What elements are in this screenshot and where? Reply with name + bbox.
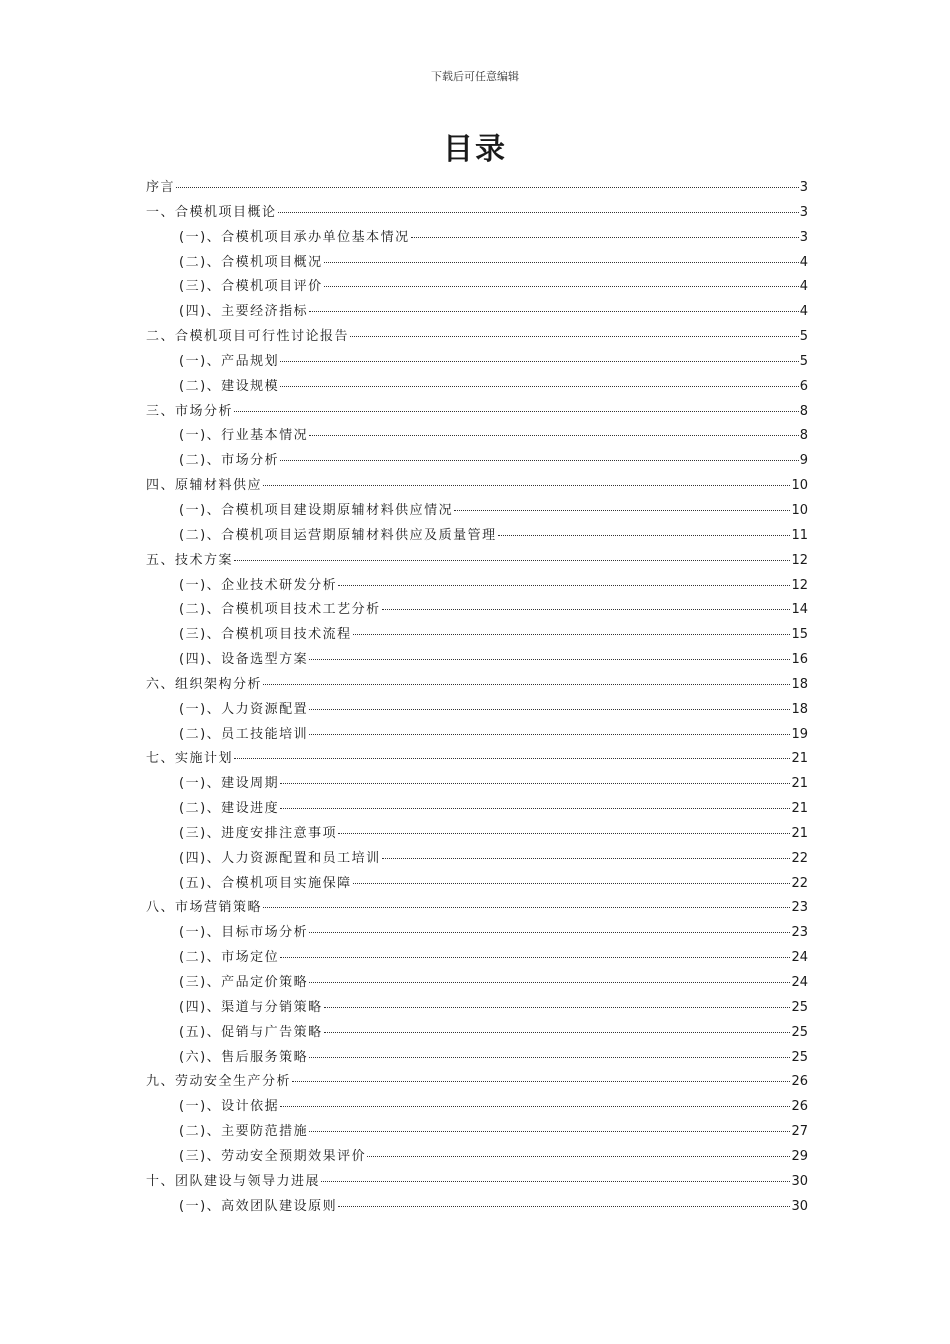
toc-entry-label: 四、原辅材料供应 bbox=[146, 478, 263, 494]
toc-entry[interactable] bbox=[146, 747, 808, 772]
toc-entry[interactable] bbox=[146, 921, 808, 946]
toc-entry[interactable] bbox=[146, 549, 808, 574]
toc-entry-label: (二)、市场定位 bbox=[179, 950, 280, 966]
toc-entry-label: (二)、合模机项目概况 bbox=[179, 254, 323, 270]
toc-entry-label: (二)、员工技能培训 bbox=[179, 726, 309, 742]
toc-entry[interactable] bbox=[146, 772, 808, 797]
toc-dot-leader bbox=[234, 411, 799, 412]
toc-entry-page-number: 4 bbox=[799, 304, 808, 320]
header-note: 下载后可任意编辑 bbox=[431, 70, 519, 83]
toc-entry-page-number: 11 bbox=[791, 527, 808, 543]
toc-entry-label: (三)、合模机项目评价 bbox=[179, 279, 323, 295]
toc-entry-page-number: 23 bbox=[791, 900, 808, 916]
toc-entry-label: 六、组织架构分析 bbox=[146, 676, 263, 692]
toc-dot-leader bbox=[263, 485, 790, 486]
toc-entry[interactable] bbox=[146, 623, 808, 648]
toc-entry[interactable] bbox=[146, 673, 808, 698]
toc-entry-label: (二)、合模机项目运营期原辅材料供应及质量管理 bbox=[179, 527, 497, 543]
toc-entry[interactable] bbox=[146, 424, 808, 449]
toc-entry[interactable] bbox=[146, 648, 808, 673]
toc-entry-label: 八、市场营销策略 bbox=[146, 900, 263, 916]
toc-dot-leader bbox=[309, 435, 799, 436]
toc-entry[interactable] bbox=[146, 847, 808, 872]
toc-dot-leader bbox=[309, 659, 790, 660]
toc-entry-page-number: 19 bbox=[791, 726, 808, 742]
toc-entry[interactable] bbox=[146, 499, 808, 524]
toc-dot-leader bbox=[280, 957, 790, 958]
toc-entry[interactable] bbox=[146, 400, 808, 425]
toc-dot-leader bbox=[234, 560, 790, 561]
toc-entry-label: 一、合模机项目概论 bbox=[146, 204, 277, 220]
toc-entry-page-number: 25 bbox=[791, 1049, 808, 1065]
toc-entry[interactable] bbox=[146, 1046, 808, 1071]
toc-dot-leader bbox=[280, 1106, 790, 1107]
toc-entry-label: 七、实施计划 bbox=[146, 751, 234, 767]
toc-dot-leader bbox=[309, 734, 790, 735]
toc-entry-page-number: 30 bbox=[791, 1173, 808, 1189]
toc-entry-page-number: 21 bbox=[791, 825, 808, 841]
toc-dot-leader bbox=[309, 1057, 790, 1058]
toc-entry-label: 九、劳动安全生产分析 bbox=[146, 1074, 292, 1090]
toc-entry-label: (四)、设备选型方案 bbox=[179, 652, 309, 668]
toc-entry-label: (一)、目标市场分析 bbox=[179, 925, 309, 941]
toc-entry[interactable] bbox=[146, 996, 808, 1021]
toc-dot-leader bbox=[263, 684, 790, 685]
toc-entry[interactable] bbox=[146, 822, 808, 847]
toc-entry-label: (一)、建设周期 bbox=[179, 776, 280, 792]
toc-dot-leader bbox=[353, 634, 791, 635]
toc-entry-page-number: 12 bbox=[791, 552, 808, 568]
toc-entry-page-number: 21 bbox=[791, 751, 808, 767]
toc-dot-leader bbox=[353, 883, 791, 884]
toc-entry-page-number: 4 bbox=[799, 254, 808, 270]
toc-entry-label: (一)、设计依据 bbox=[179, 1099, 280, 1115]
toc-entry[interactable] bbox=[146, 275, 808, 300]
toc-entry[interactable] bbox=[146, 1070, 808, 1095]
toc-entry-page-number: 22 bbox=[791, 875, 808, 891]
toc-entry-label: (二)、主要防范措施 bbox=[179, 1124, 309, 1140]
toc-dot-leader bbox=[338, 1206, 790, 1207]
toc-entry[interactable] bbox=[146, 201, 808, 226]
toc-entry-label: (一)、高效团队建设原则 bbox=[179, 1198, 338, 1214]
toc-entry-label: (五)、促销与广告策略 bbox=[179, 1024, 323, 1040]
toc-entry-label: (四)、主要经济指标 bbox=[179, 304, 309, 320]
toc-entry-label: (二)、建设进度 bbox=[179, 801, 280, 817]
toc-entry-page-number: 21 bbox=[791, 801, 808, 817]
toc-entry-page-number: 26 bbox=[791, 1099, 808, 1115]
toc-entry[interactable] bbox=[146, 375, 808, 400]
toc-entry[interactable] bbox=[146, 946, 808, 971]
toc-dot-leader bbox=[280, 386, 799, 387]
toc-dot-leader bbox=[324, 1032, 791, 1033]
toc-entry[interactable] bbox=[146, 1195, 808, 1220]
toc-entry-label: (二)、建设规模 bbox=[179, 378, 280, 394]
toc-entry[interactable] bbox=[146, 1021, 808, 1046]
toc-entry[interactable] bbox=[146, 1095, 808, 1120]
toc-entry[interactable] bbox=[146, 698, 808, 723]
toc-entry-page-number: 29 bbox=[791, 1148, 808, 1164]
toc-entry-page-number: 26 bbox=[791, 1074, 808, 1090]
toc-entry-label: (三)、产品定价策略 bbox=[179, 975, 309, 990]
toc-entry-label: (一)、人力资源配置 bbox=[179, 701, 309, 717]
table-of-contents bbox=[146, 176, 808, 1219]
toc-entry-page-number: 30 bbox=[791, 1198, 808, 1214]
toc-dot-leader bbox=[382, 858, 791, 859]
toc-entry-page-number: 18 bbox=[791, 676, 808, 692]
toc-dot-leader bbox=[292, 1081, 790, 1082]
toc-dot-leader bbox=[411, 237, 799, 238]
toc-entry-label: (二)、合模机项目技术工艺分析 bbox=[179, 602, 381, 618]
toc-dot-leader bbox=[176, 187, 799, 188]
toc-entry-page-number: 21 bbox=[791, 776, 808, 792]
toc-entry[interactable] bbox=[146, 1145, 808, 1170]
toc-entry[interactable] bbox=[146, 598, 808, 623]
toc-entry[interactable] bbox=[146, 176, 808, 201]
toc-dot-leader bbox=[350, 336, 799, 337]
toc-entry[interactable] bbox=[146, 896, 808, 921]
toc-entry-label: (三)、进度安排注意事项 bbox=[179, 825, 338, 841]
toc-entry[interactable] bbox=[146, 723, 808, 748]
toc-dot-leader bbox=[309, 1131, 790, 1132]
toc-dot-leader bbox=[321, 1181, 790, 1182]
toc-entry-label: (一)、产品规划 bbox=[179, 353, 280, 369]
toc-entry-label: (二)、市场分析 bbox=[179, 453, 280, 469]
page-title: 目录 bbox=[443, 132, 507, 167]
toc-entry-label: (四)、渠道与分销策略 bbox=[179, 999, 323, 1015]
toc-dot-leader bbox=[263, 907, 790, 908]
toc-entry[interactable] bbox=[146, 574, 808, 599]
toc-entry-page-number: 6 bbox=[799, 378, 808, 394]
toc-dot-leader bbox=[309, 311, 799, 312]
toc-entry-label: (一)、合模机项目承办单位基本情况 bbox=[179, 229, 410, 245]
toc-entry-page-number: 10 bbox=[791, 502, 808, 518]
toc-dot-leader bbox=[454, 510, 790, 511]
toc-entry-label: (三)、合模机项目技术流程 bbox=[179, 627, 352, 643]
toc-entry[interactable] bbox=[146, 872, 808, 897]
toc-entry-label: (六)、售后服务策略 bbox=[179, 1049, 309, 1065]
toc-dot-leader bbox=[280, 808, 790, 809]
toc-entry-label: (五)、合模机项目实施保障 bbox=[179, 875, 352, 891]
toc-entry-page-number: 25 bbox=[791, 1024, 808, 1040]
toc-entry-label: (四)、人力资源配置和员工培训 bbox=[179, 850, 381, 866]
toc-entry-page-number: 25 bbox=[791, 999, 808, 1015]
toc-entry-page-number: 24 bbox=[791, 975, 808, 990]
toc-dot-leader bbox=[278, 212, 799, 213]
toc-entry[interactable] bbox=[146, 1170, 808, 1195]
toc-dot-leader bbox=[338, 833, 790, 834]
toc-entry-page-number: 9 bbox=[799, 453, 808, 469]
toc-dot-leader bbox=[309, 982, 790, 983]
toc-entry[interactable] bbox=[146, 474, 808, 499]
toc-dot-leader bbox=[280, 460, 799, 461]
toc-entry[interactable] bbox=[146, 226, 808, 251]
toc-entry[interactable] bbox=[146, 797, 808, 822]
toc-entry-label: 十、团队建设与领导力进展 bbox=[146, 1173, 321, 1189]
toc-entry-page-number: 16 bbox=[791, 652, 808, 668]
toc-entry-page-number: 5 bbox=[799, 329, 808, 345]
toc-entry-page-number: 14 bbox=[791, 602, 808, 618]
toc-dot-leader bbox=[309, 709, 790, 710]
toc-dot-leader bbox=[309, 932, 790, 933]
toc-dot-leader bbox=[338, 585, 790, 586]
toc-entry-page-number: 24 bbox=[791, 950, 808, 966]
toc-dot-leader bbox=[280, 361, 799, 362]
toc-entry-label: (三)、劳动安全预期效果评价 bbox=[179, 1148, 367, 1164]
toc-entry[interactable] bbox=[146, 449, 808, 474]
toc-entry-page-number: 18 bbox=[791, 701, 808, 717]
toc-entry-page-number: 15 bbox=[791, 627, 808, 643]
toc-entry-page-number: 23 bbox=[791, 925, 808, 941]
toc-dot-leader bbox=[367, 1156, 790, 1157]
toc-entry[interactable] bbox=[146, 971, 808, 996]
toc-entry-label: 三、市场分析 bbox=[146, 403, 234, 419]
toc-entry-page-number: 12 bbox=[791, 577, 808, 593]
toc-entry-label: (一)、企业技术研发分析 bbox=[179, 577, 338, 593]
toc-entry-label: (一)、行业基本情况 bbox=[179, 428, 309, 444]
toc-dot-leader bbox=[324, 1007, 791, 1008]
toc-entry-page-number: 3 bbox=[799, 180, 808, 195]
toc-dot-leader bbox=[280, 783, 790, 784]
toc-entry[interactable] bbox=[146, 325, 808, 350]
toc-dot-leader bbox=[498, 535, 791, 536]
toc-entry-page-number: 5 bbox=[799, 353, 808, 369]
toc-entry[interactable] bbox=[146, 350, 808, 375]
toc-dot-leader bbox=[382, 609, 791, 610]
toc-entry-page-number: 22 bbox=[791, 850, 808, 866]
toc-entry-label: 二、合模机项目可行性讨论报告 bbox=[146, 329, 350, 345]
toc-entry-page-number: 8 bbox=[799, 428, 808, 444]
toc-entry[interactable] bbox=[146, 524, 808, 549]
toc-entry-label: (一)、合模机项目建设期原辅材料供应情况 bbox=[179, 502, 454, 518]
toc-entry-label: 五、技术方案 bbox=[146, 552, 234, 568]
toc-dot-leader bbox=[324, 286, 799, 287]
toc-entry[interactable] bbox=[146, 1120, 808, 1145]
toc-dot-leader bbox=[234, 758, 790, 759]
toc-entry[interactable] bbox=[146, 300, 808, 325]
toc-entry-page-number: 4 bbox=[799, 279, 808, 295]
toc-entry-page-number: 3 bbox=[799, 204, 808, 220]
toc-dot-leader bbox=[324, 262, 799, 263]
toc-entry-label: 序言 bbox=[146, 180, 176, 195]
toc-entry[interactable] bbox=[146, 251, 808, 276]
toc-entry-page-number: 10 bbox=[791, 478, 808, 494]
toc-entry-page-number: 3 bbox=[799, 229, 808, 245]
toc-entry-page-number: 8 bbox=[799, 403, 808, 419]
toc-entry-page-number: 27 bbox=[791, 1124, 808, 1140]
